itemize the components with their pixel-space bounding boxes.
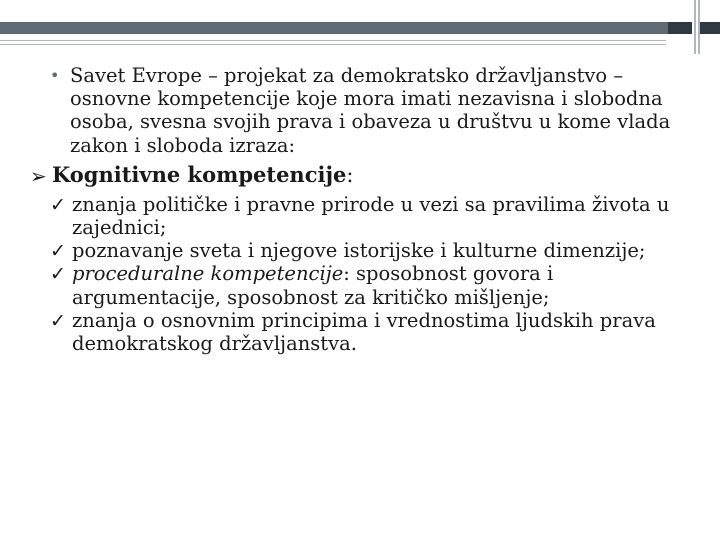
slide-top-band [0,0,720,22]
list-item-text: znanja političke i pravne prirode u vezi sa pravilima života u zajednici; [72,192,670,240]
list-item [30,193,680,239]
list-item-text: : sposobnost govora i argumentacije, sposobnost za kritičko mišljenje; [72,262,554,309]
header-rule-top [0,40,666,41]
checkmark-icon: ✓ [50,309,66,332]
header-band [0,22,690,34]
list-item [30,309,680,355]
section-heading [30,161,680,189]
checkmark-icon: ✓ [50,263,66,286]
heading-suffix: : [346,162,354,187]
corner-decoration-icon [668,0,720,54]
list-item-text: poznavanje sveta i njegove istorijske i kulturne dimenzije; [72,239,646,263]
heading-title: Kognitivne kompetencije [52,161,347,187]
arrow-bullet-icon: ➢ [30,163,47,188]
list-item [30,239,680,262]
slide-content [30,64,680,355]
list-item [30,262,680,308]
checkmark-icon: ✓ [50,193,66,216]
intro-paragraph [30,64,680,157]
checkmark-icon: ✓ [50,240,66,263]
list-item-emphasis: proceduralne kompetencije [72,262,344,286]
round-bullet-icon: • [50,66,60,85]
intro-text: Savet Evrope – projekat za demokratsko državljanstvo – osnovne kompetencije koje mora imati nezavisna i slobodna osoba, svesna svojih prava i obaveza u društvu u kome vlada zakon i sloboda izraza: [70,64,671,157]
header-rule-bottom [0,44,666,45]
list-item-text: znanja o osnovnim principima i vrednostima ljudskih prava demokratskog državljanstva. [72,308,656,356]
